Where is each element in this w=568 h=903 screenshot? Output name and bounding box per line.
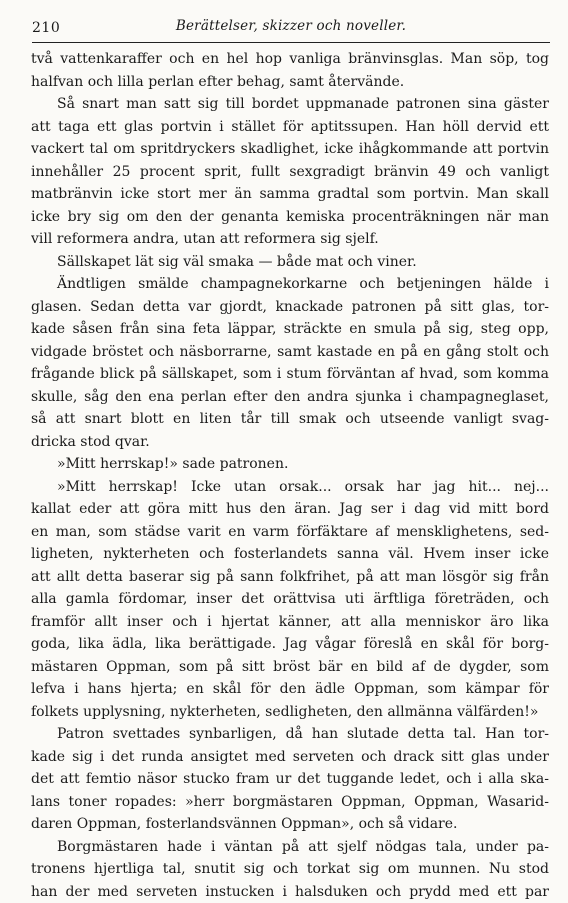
text-line: glasen. Sedan detta var gjordt, knackade patronen på sitt glas, tor- — [31, 296, 549, 319]
header-rule — [32, 42, 550, 43]
text-line: han der med serveten instucken i halsduken och prydd med ett par — [31, 881, 549, 903]
text-line: »Mitt herrskap! Icke utan orsak... orsak har jag hit... nej... — [31, 476, 549, 499]
text-line: matbränvin icke stort mer än samma gradtal som portvin. Man skall — [31, 183, 549, 206]
text-line: så att snart blott en liten tår till smak och utseende vanligt svag- — [31, 408, 549, 431]
text-line: frågande blick på sällskapet, som i stum förväntan af hvad, som komma — [31, 363, 549, 386]
text-line: att taga ett glas portvin i stället för aptitssupen. Han höll dervid ett — [31, 116, 549, 139]
text-line: vackert tal om spritdryckers skadlighet, icke ihågkommande att portvin — [31, 138, 549, 161]
text-line: mästaren Oppman, som på sitt bröst bär en bild af de dygder, som — [31, 656, 549, 679]
text-line: Sällskapet lät sig väl smaka — både mat och viner. — [31, 251, 549, 274]
body-text — [31, 48, 549, 903]
text-line: skulle, såg den ena perlan efter den andra sjunka i champagneglaset, — [31, 386, 549, 409]
text-line: innehåller 25 procent sprit, fullt sexgradigt bränvin 49 och vanligt — [31, 161, 549, 184]
text-line: ligheten, nykterheten och fosterlandets sanna väl. Hvem inser icke — [31, 543, 549, 566]
text-line: lefva i hans hjerta; en skål för den ädle Oppman, som kämpar för — [31, 678, 549, 701]
page-number: 210 — [32, 20, 60, 36]
text-line: lans toner ropades: »herr borgmästaren Oppman, Oppman, Wasarid- — [31, 791, 549, 814]
running-title: Berättelser, skizzer och noveller. — [32, 18, 550, 34]
text-line: vidgade bröstet och näsborrarne, samt kastade en på en gång stolt och — [31, 341, 549, 364]
text-line: »Mitt herrskap!» sade patronen. — [31, 453, 549, 476]
text-line: framför allt inser och i hjertat känner, att alla menniskor äro lika — [31, 611, 549, 634]
text-line: goda, lika ädla, lika berättigade. Jag vågar föreslå en skål för borg- — [31, 633, 549, 656]
text-line: Så snart man satt sig till bordet uppmanade patronen sina gäster — [31, 93, 549, 116]
text-line: tronens hjertliga tal, snutit sig och torkat sig om munnen. Nu stod — [31, 858, 549, 881]
text-line: dricka stod qvar. — [31, 431, 549, 454]
text-line: kade sig i det runda ansigtet med serveten och drack sitt glas under — [31, 746, 549, 769]
text-line: halfvan och lilla perlan efter behag, samt återvände. — [31, 71, 549, 94]
text-line: icke bry sig om den der genanta kemiska procenträkningen när man — [31, 206, 549, 229]
page-header — [32, 16, 550, 38]
text-line: folkets upplysning, nykterheten, sedligheten, den allmänna välfärden!» — [31, 701, 549, 724]
text-line: kade såsen från sina feta läppar, sträckte en smula på sig, steg opp, — [31, 318, 549, 341]
text-line: två vattenkaraffer och en hel hop vanliga bränvinsglas. Man söp, tog — [31, 48, 549, 71]
text-line: Patron svettades synbarligen, då han slutade detta tal. Han tor- — [31, 723, 549, 746]
text-line: daren Oppman, fosterlandsvännen Oppman», och så vidare. — [31, 813, 549, 836]
text-line: att allt detta baserar sig på sann folkfrihet, på att man lösgör sig från — [31, 566, 549, 589]
text-line: alla gamla fördomar, inser det orättvisa uti ärftliga företräden, och — [31, 588, 549, 611]
text-line: Ändtligen smälde champagnekorkarne och betjeningen hälde i — [31, 273, 549, 296]
text-line: en man, som städse varit en varm förfäktare af mensklighetens, sed- — [31, 521, 549, 544]
text-line: Borgmästaren hade i väntan på att sjelf nödgas tala, under pa- — [31, 836, 549, 859]
text-line: kallat eder att göra mitt hus den äran. Jag ser i dag vid mitt bord — [31, 498, 549, 521]
text-line: vill reformera andra, utan att reformera sig sjelf. — [31, 228, 549, 251]
text-line: det att femtio näsor stucko fram ur det tuggande ledet, och i alla ska- — [31, 768, 549, 791]
